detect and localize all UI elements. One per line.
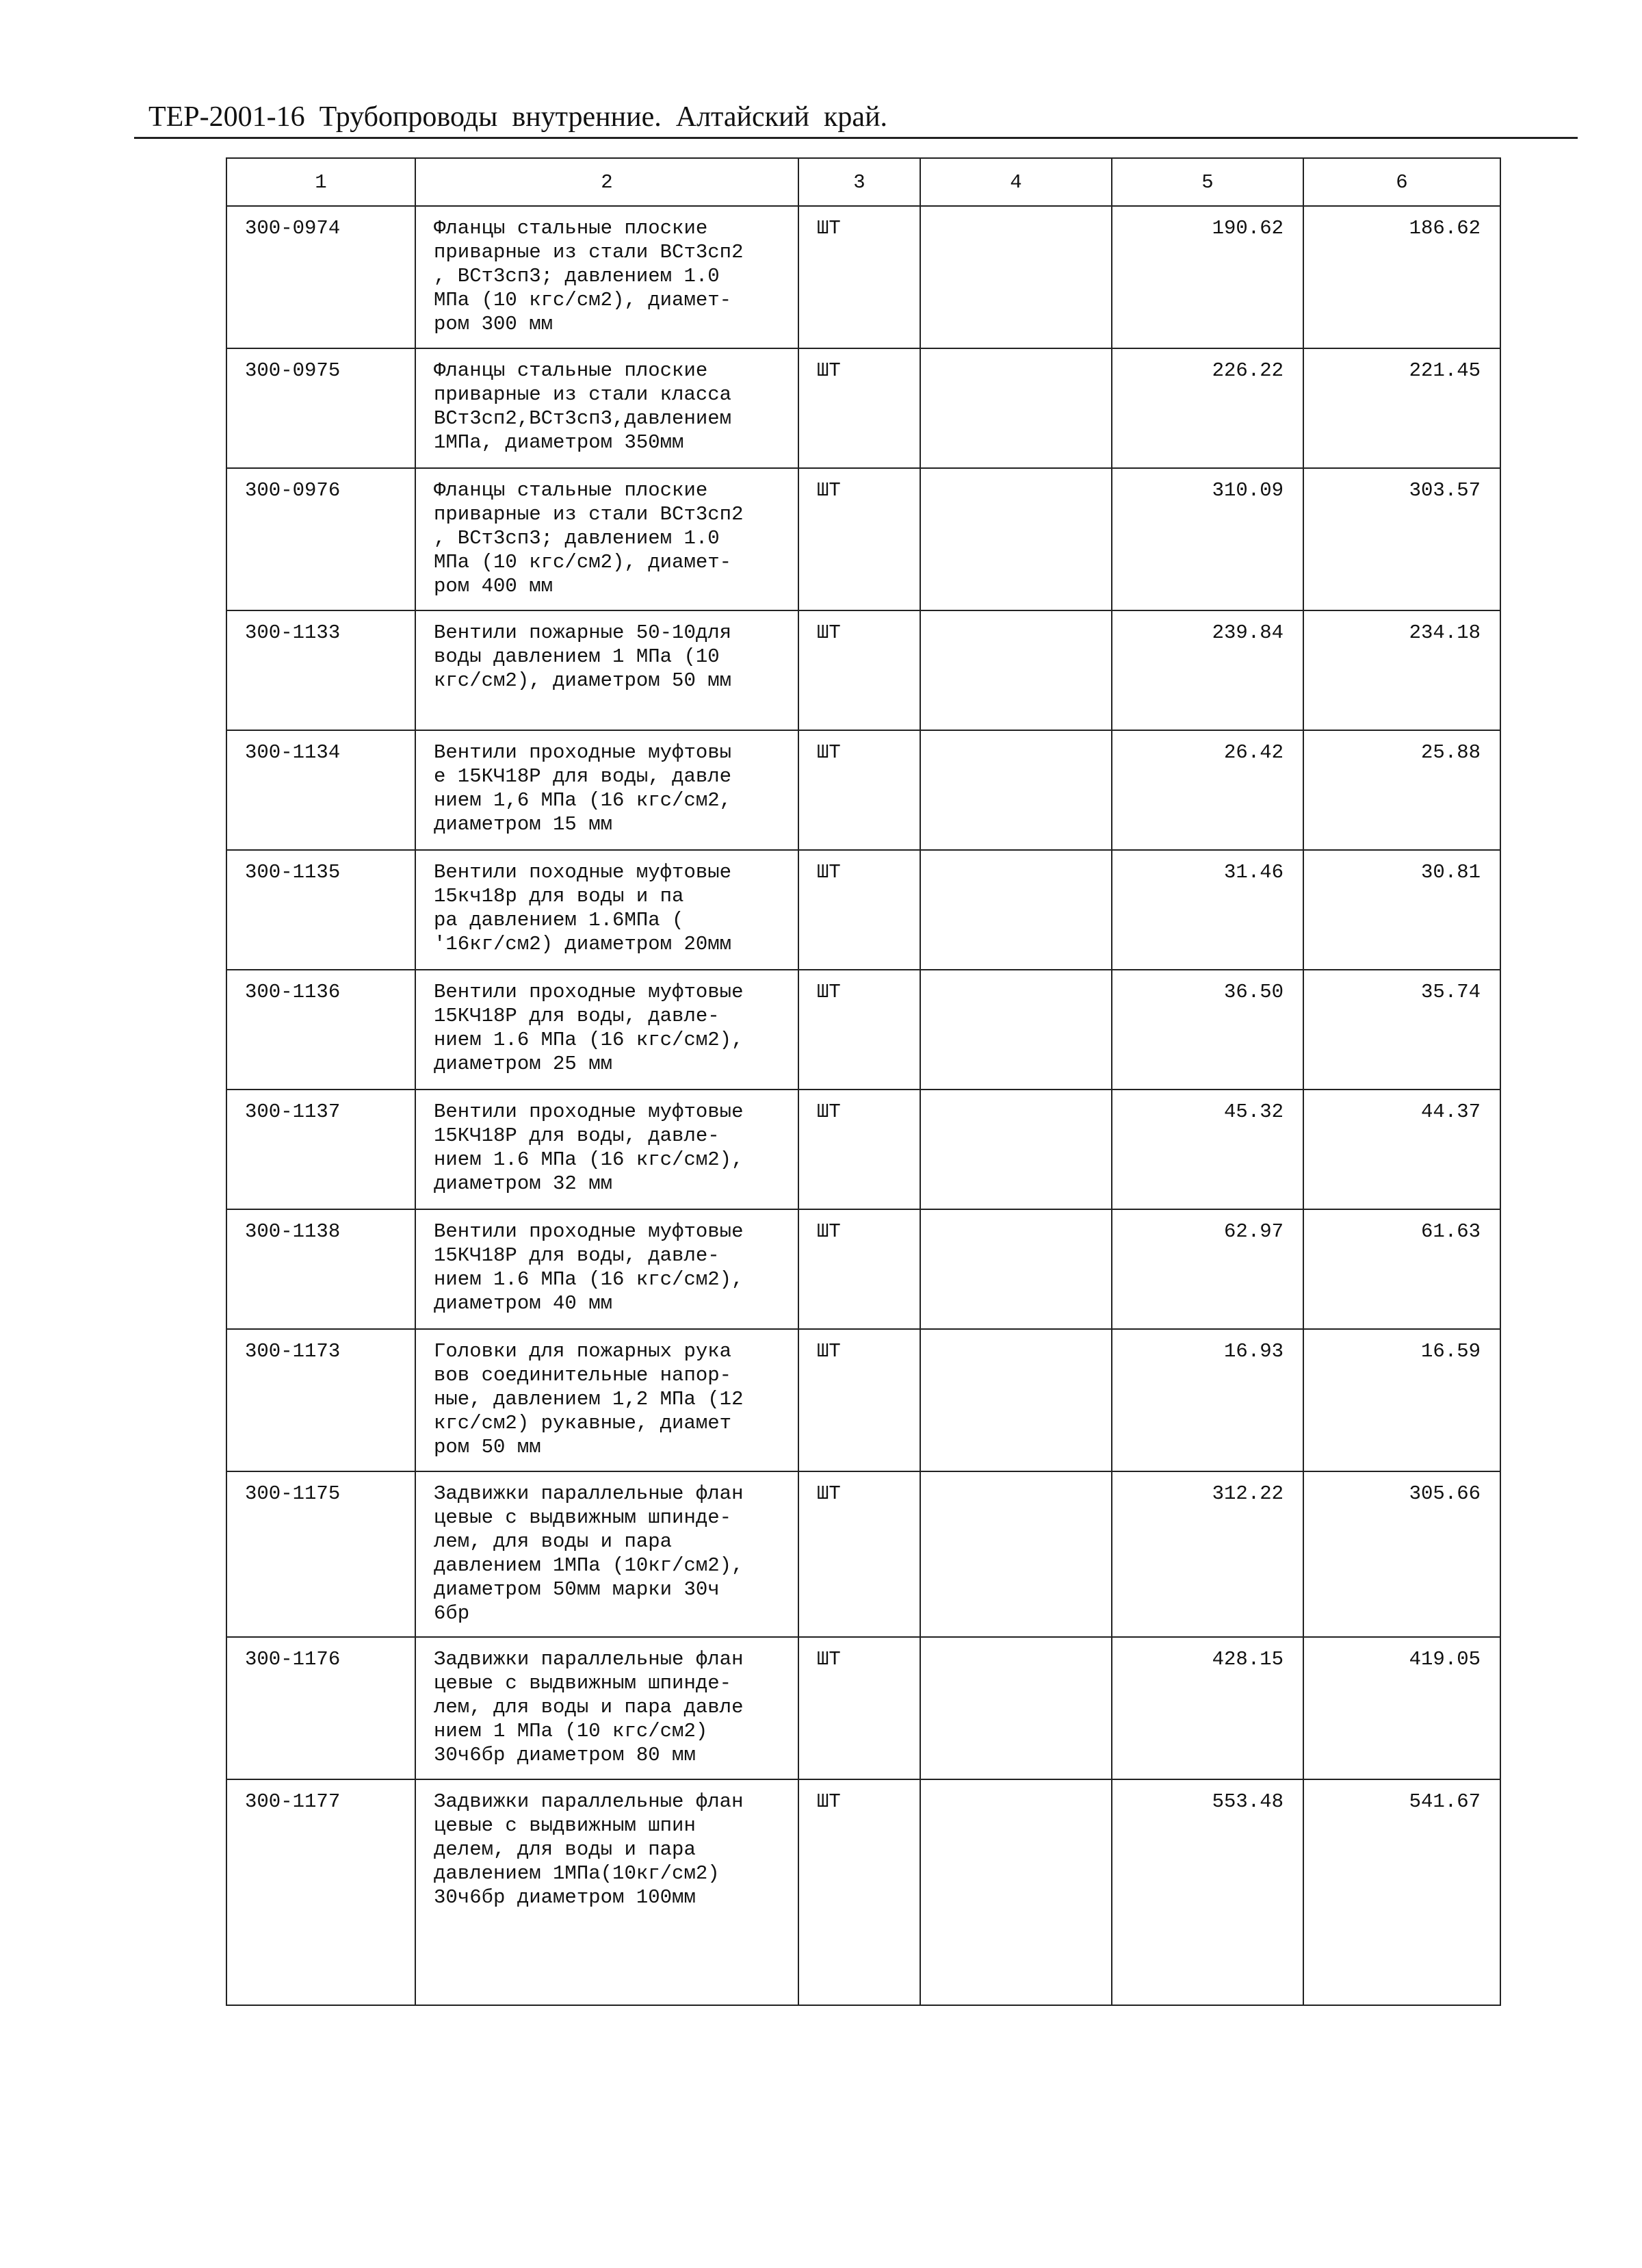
item-col4 (920, 850, 1112, 970)
item-price-6: 44.37 (1303, 1090, 1500, 1209)
table-row (226, 1329, 1500, 1471)
item-unit: ШТ (798, 206, 920, 348)
item-description: Вентили проходные муфтовые 15КЧ18Р для воды, давле- нием 1.6 МПа (16 кгс/см2), диаметром 40 мм (415, 1209, 798, 1329)
page-header (134, 66, 1578, 139)
item-unit: ШТ (798, 468, 920, 610)
item-price-6: 16.59 (1303, 1329, 1500, 1471)
item-unit: ШТ (798, 730, 920, 850)
item-price-6: 419.05 (1303, 1637, 1500, 1779)
item-description: Вентили походные муфтовые 15кч18р для воды и па ра давлением 1.6МПа ( '16кг/см2) диаметром 20мм (415, 850, 798, 970)
item-col4 (920, 1637, 1112, 1779)
item-code: 300-1138 (226, 1209, 415, 1329)
item-unit: ШТ (798, 348, 920, 468)
item-description: Фланцы стальные плоские приварные из стали ВСт3сп2 , ВСт3сп3; давлением 1.0 МПа (10 кгс/см2), диамет- ром 300 мм (415, 206, 798, 348)
column-header: 3 (798, 158, 920, 206)
item-col4 (920, 1471, 1112, 1637)
header-row (226, 158, 1500, 206)
table-row (226, 730, 1500, 850)
table-header (226, 158, 1500, 206)
item-description: Фланцы стальные плоские приварные из стали ВСт3сп2 , ВСт3сп3; давлением 1.0 МПа (10 кгс/см2), диамет- ром 400 мм (415, 468, 798, 610)
item-col4 (920, 730, 1112, 850)
item-description: Вентили проходные муфтовы е 15КЧ18Р для воды, давле нием 1,6 МПа (16 кгс/см2, диаметром 15 мм (415, 730, 798, 850)
item-code: 300-1134 (226, 730, 415, 850)
item-code: 300-1175 (226, 1471, 415, 1637)
item-code: 300-0975 (226, 348, 415, 468)
column-header: 1 (226, 158, 415, 206)
item-unit: ШТ (798, 850, 920, 970)
item-price-5: 26.42 (1112, 730, 1303, 850)
item-price-5: 36.50 (1112, 970, 1303, 1090)
table-row (226, 970, 1500, 1090)
item-price-5: 16.93 (1112, 1329, 1303, 1471)
item-price-6: 303.57 (1303, 468, 1500, 610)
item-price-6: 35.74 (1303, 970, 1500, 1090)
column-header: 4 (920, 158, 1112, 206)
item-price-5: 310.09 (1112, 468, 1303, 610)
item-price-5: 45.32 (1112, 1090, 1303, 1209)
table-row (226, 468, 1500, 610)
table-row (226, 206, 1500, 348)
item-unit: ШТ (798, 1471, 920, 1637)
item-col4 (920, 610, 1112, 730)
column-header: 2 (415, 158, 798, 206)
item-col4 (920, 206, 1112, 348)
item-code: 300-1133 (226, 610, 415, 730)
item-col4 (920, 468, 1112, 610)
item-unit: ШТ (798, 1329, 920, 1471)
item-description: Задвижки параллельные флан цевые с выдвижным шпин делем, для воды и пара давлением 1МПа(10кг/см2) 30ч6бр диаметром 100мм (415, 1779, 798, 2005)
column-header: 6 (1303, 158, 1500, 206)
table-row (226, 610, 1500, 730)
item-unit: ШТ (798, 1209, 920, 1329)
item-code: 300-1176 (226, 1637, 415, 1779)
item-col4 (920, 1209, 1112, 1329)
item-unit: ШТ (798, 1779, 920, 2005)
item-unit: ШТ (798, 610, 920, 730)
item-unit: ШТ (798, 970, 920, 1090)
item-code: 300-1136 (226, 970, 415, 1090)
page-title: ТЕР-2001-16 Трубопроводы внутренние. Алтайский край. (148, 101, 888, 133)
table-row (226, 1471, 1500, 1637)
item-price-5: 428.15 (1112, 1637, 1303, 1779)
item-description: Вентили проходные муфтовые 15КЧ18Р для воды, давле- нием 1.6 МПа (16 кгс/см2), диаметром 25 мм (415, 970, 798, 1090)
item-price-6: 25.88 (1303, 730, 1500, 850)
item-price-5: 312.22 (1112, 1471, 1303, 1637)
item-description: Вентили проходные муфтовые 15КЧ18Р для воды, давле- нием 1.6 МПа (16 кгс/см2), диаметром 32 мм (415, 1090, 798, 1209)
table-row (226, 1637, 1500, 1779)
item-col4 (920, 970, 1112, 1090)
column-header: 5 (1112, 158, 1303, 206)
item-description: Вентили пожарные 50-10для воды давлением 1 МПа (10 кгс/см2), диаметром 50 мм (415, 610, 798, 730)
item-code: 300-1177 (226, 1779, 415, 2005)
item-description: Фланцы стальные плоские приварные из стали класса ВСт3сп2,ВСт3сп3,давлением 1МПа, диаметром 350мм (415, 348, 798, 468)
item-code: 300-1137 (226, 1090, 415, 1209)
item-price-5: 62.97 (1112, 1209, 1303, 1329)
item-price-5: 553.48 (1112, 1779, 1303, 2005)
item-price-5: 190.62 (1112, 206, 1303, 348)
item-price-6: 541.67 (1303, 1779, 1500, 2005)
item-price-5: 31.46 (1112, 850, 1303, 970)
item-description: Задвижки параллельные флан цевые с выдвижным шпинде- лем, для воды и пара давле нием 1 МПа (10 кгс/см2) 30ч6бр диаметром 80 мм (415, 1637, 798, 1779)
table-row (226, 850, 1500, 970)
table-row (226, 1209, 1500, 1329)
item-price-6: 221.45 (1303, 348, 1500, 468)
item-price-6: 186.62 (1303, 206, 1500, 348)
item-unit: ШТ (798, 1090, 920, 1209)
table-body (226, 206, 1500, 2005)
item-col4 (920, 348, 1112, 468)
item-price-6: 61.63 (1303, 1209, 1500, 1329)
item-description: Задвижки параллельные флан цевые с выдвижным шпинде- лем, для воды и пара давлением 1МПа (10кг/см2), диаметром 50мм марки 30ч 6бр (415, 1471, 798, 1637)
item-price-5: 239.84 (1112, 610, 1303, 730)
item-code: 300-0976 (226, 468, 415, 610)
item-description: Головки для пожарных рука вов соединительные напор- ные, давлением 1,2 МПа (12 кгс/см2) рукавные, диамет ром 50 мм (415, 1329, 798, 1471)
item-price-6: 305.66 (1303, 1471, 1500, 1637)
item-unit: ШТ (798, 1637, 920, 1779)
item-price-6: 234.18 (1303, 610, 1500, 730)
table-row (226, 1090, 1500, 1209)
table-row (226, 348, 1500, 468)
item-code: 300-0974 (226, 206, 415, 348)
item-code: 300-1173 (226, 1329, 415, 1471)
table-row (226, 1779, 1500, 2005)
item-col4 (920, 1779, 1112, 2005)
item-col4 (920, 1090, 1112, 1209)
item-price-5: 226.22 (1112, 348, 1303, 468)
item-col4 (920, 1329, 1112, 1471)
item-price-6: 30.81 (1303, 850, 1500, 970)
price-table (226, 157, 1501, 2006)
item-code: 300-1135 (226, 850, 415, 970)
